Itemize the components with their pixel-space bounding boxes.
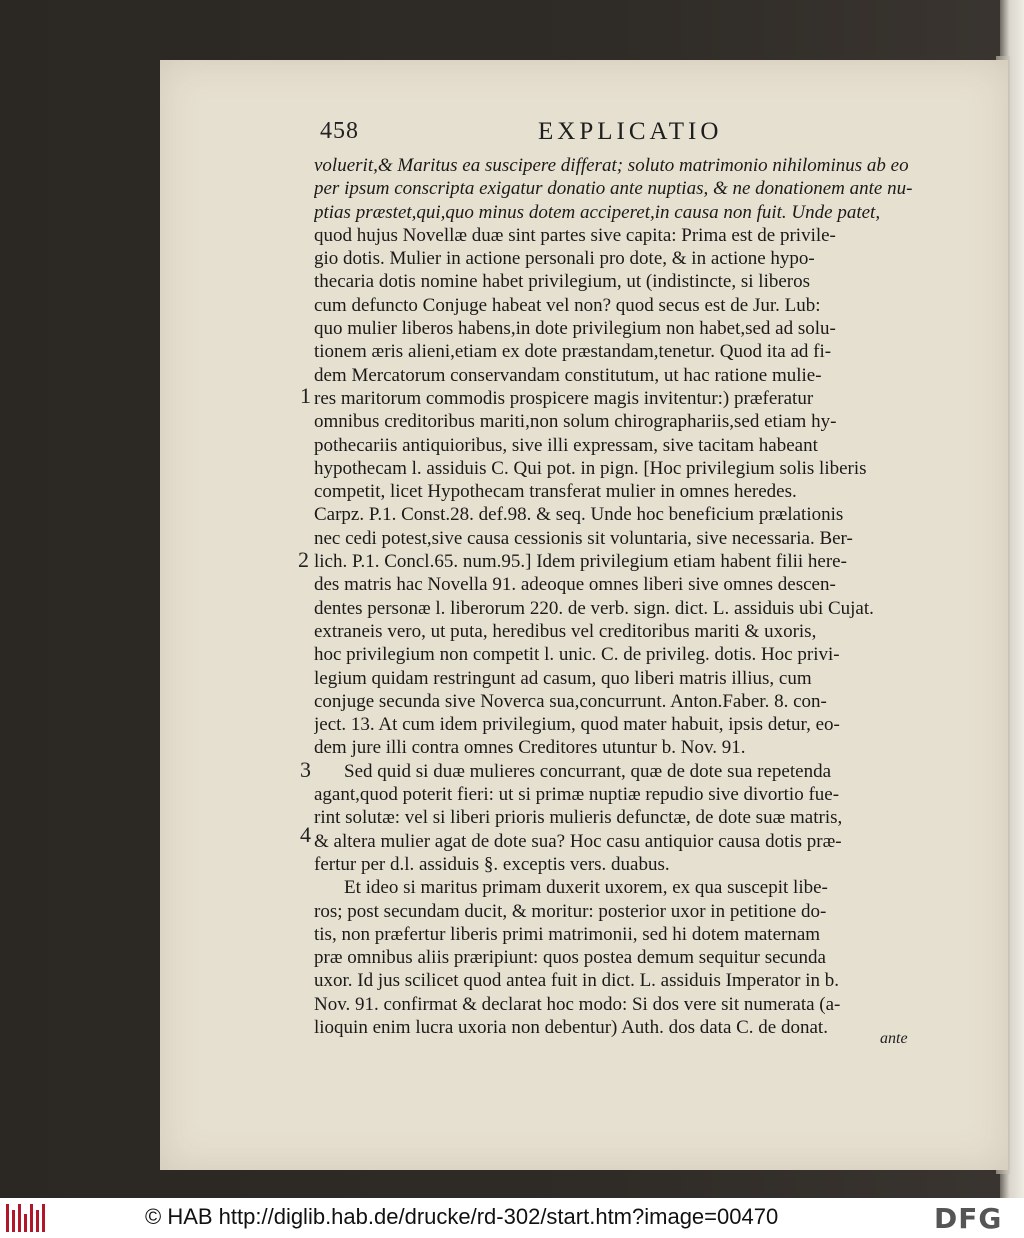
text-line: des matris hac Novella 91. adeoque omnes liberi sive omnes descen- — [314, 574, 836, 596]
body-text — [314, 154, 924, 1039]
running-head: EXPLICATIO — [538, 118, 723, 145]
text-line: lich. P.1. Concl.65. num.95.] Idem privilegium etiam habent filii here- — [314, 551, 847, 573]
text-line: hypothecam l. assiduis C. Qui pot. in pign. [Hoc privilegium solis liberis — [314, 457, 867, 479]
text-line: pothecariis antiquioribus, sive illi expressam, sive tacitam habeant — [314, 434, 818, 456]
margin-mark-4: 4 — [300, 822, 311, 847]
text-line: dem jure illi contra omnes Creditores utuntur b. Nov. 91. — [314, 737, 746, 759]
page-header — [320, 118, 920, 154]
text-line: omnibus creditoribus mariti,non solum chirographariis,sed etiam hy- — [314, 411, 837, 433]
text-line: cum defuncto Conjuge habeat vel non? quod secus est de Jur. Lub: — [314, 294, 821, 316]
hab-logo-icon[interactable] — [6, 1204, 48, 1232]
text-line: gio dotis. Mulier in actione personali pro dote, & in actione hypo- — [314, 248, 815, 270]
text-line: thecaria dotis nomine habet privilegium, ut (indistincte, si liberos — [314, 271, 811, 293]
text-line: Carpz. P.1. Const.28. def.98. & seq. Unde hoc beneficium prælationis — [314, 504, 844, 526]
dfg-logo[interactable]: DFG — [934, 1202, 1003, 1235]
text-line: nec cedi potest,sive causa cessionis sit voluntaria, sive necessaria. Ber- — [314, 527, 853, 549]
text-line: voluerit,& Maritus ea suscipere differat; soluto matrimonio nihilominus ab eo — [314, 155, 909, 176]
text-line: conjuge secunda sive Noverca sua,concurrunt. Anton.Faber. 8. con- — [314, 690, 827, 712]
text-line: quod hujus Novellæ duæ sint partes sive capita: Prima est de privile- — [314, 224, 836, 246]
text-line: tionem æris alieni,etiam ex dote præstandam,tenetur. Quod ita ad fi- — [314, 341, 832, 363]
copyright-link[interactable]: © HAB http://diglib.hab.de/drucke/rd-302/start.htm?image=00470 — [145, 1204, 779, 1229]
text-line: Sed quid si duæ mulieres concurrant, quæ de dote sua repetenda — [344, 760, 832, 782]
text-line: fertur per d.l. assiduis §. exceptis vers. duabus. — [314, 853, 670, 875]
viewer-footer — [0, 1198, 1024, 1238]
text-line: legium quidam restringunt ad casum, quo liberi matris illius, cum — [314, 667, 812, 689]
text-line: lioquin enim lucra uxoria non debentur) Auth. dos data C. de donat. — [314, 1016, 828, 1038]
text-line: uxor. Id jus scilicet quod antea fuit in dict. L. assiduis Imperator in b. — [314, 970, 840, 992]
text-line: rint solutæ: vel si liberi prioris mulieris defunctæ, de dote suæ matris, — [314, 807, 843, 829]
text-line: ject. 13. At cum idem privilegium, quod mater habuit, ipsis detur, eo- — [314, 714, 840, 736]
text-line: competit, licet Hypothecam transferat mulier in omnes heredes. — [314, 481, 797, 503]
margin-mark-1: 1 — [300, 383, 311, 408]
text-line: præ omnibus aliis præripiunt: quos postea demum sequitur secunda — [314, 947, 826, 969]
text-line: Et ideo si maritus primam duxerit uxorem, ex qua suscepit libe- — [344, 877, 828, 899]
text-line: res maritorum commodis prospicere magis invitentur:) præferatur — [314, 387, 814, 409]
text-line: hoc privilegium non competit l. unic. C. de privileg. dotis. Hoc privi- — [314, 644, 840, 666]
text-line: tis, non præfertur liberis primi matrimonii, sed hi dotem maternam — [314, 923, 821, 945]
text-line: agant,quod poterit fieri: ut si primæ nuptiæ repudio sive divortio fue- — [314, 784, 840, 806]
text-line: dem Mercatorum conservandam constitutum, ut hac ratione mulie- — [314, 364, 822, 386]
text-line: extraneis vero, ut puta, heredibus vel creditoribus mariti & uxoris, — [314, 620, 817, 642]
catchword: ante — [880, 1030, 908, 1047]
text-line: & altera mulier agat de dote sua? Hoc casu antiquior causa dotis præ- — [314, 830, 842, 852]
text-line: dentes personæ l. liberorum 220. de verb. sign. dict. L. assiduis ubi Cujat. — [314, 597, 874, 619]
margin-mark-3: 3 — [300, 757, 311, 782]
text-line: per ipsum conscripta exigatur donatio ante nuptias, & ne donationem ante nu- — [314, 178, 913, 200]
text-line: ros; post secundam ducit, & moritur: posterior uxor in petitione do- — [314, 900, 827, 922]
margin-mark-2: 2 — [298, 547, 309, 572]
text-line: quo mulier liberos habens,in dote privilegium non habet,sed ad solu- — [314, 318, 836, 340]
page-number: 458 — [320, 118, 359, 144]
text-line: Nov. 91. confirmat & declarat hoc modo: Si dos vere sit numerata (a- — [314, 993, 841, 1015]
text-line: ptias præstet,qui,quo minus dotem acciperet,in causa non fuit. Unde patet, — [314, 201, 881, 223]
